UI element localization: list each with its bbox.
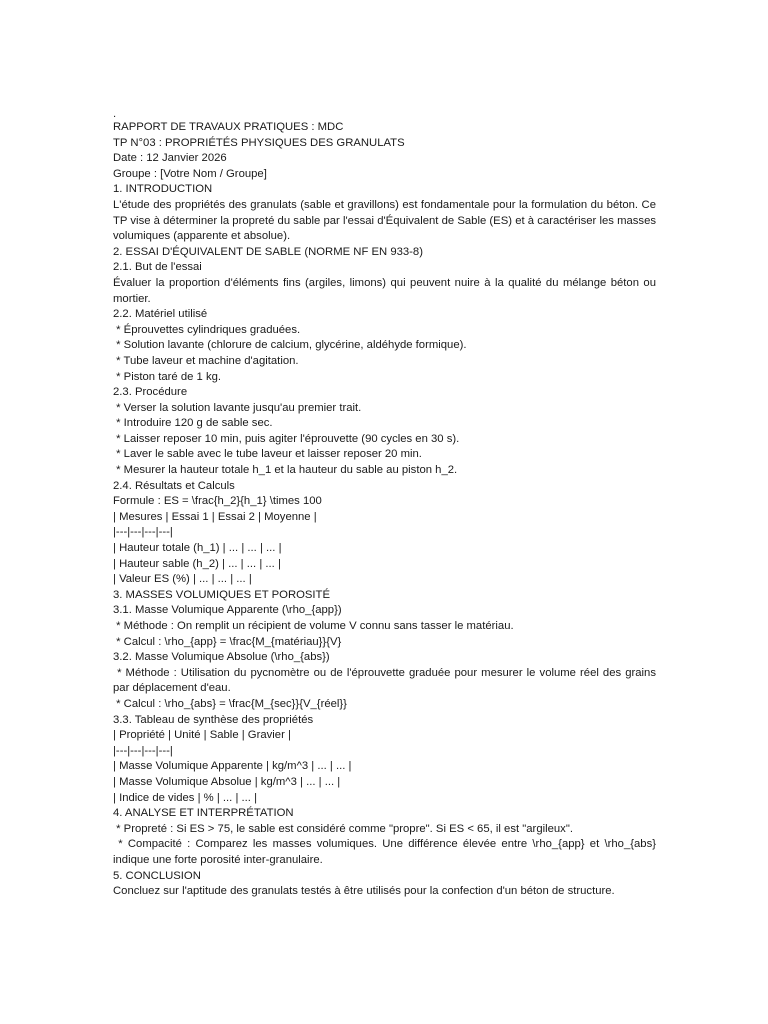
text-line: 2.3. Procédure [113, 386, 188, 399]
text-line: 5. CONCLUSION [113, 869, 201, 882]
document-body [113, 108, 660, 900]
text-line: | Hauteur totale (h_1) | ... | ... | ... | [113, 542, 282, 555]
text-line: 3.3. Tableau de synthèse des propriétés [113, 713, 314, 726]
text-line: RAPPORT DE TRAVAUX PRATIQUES : MDC [113, 121, 344, 133]
text-line: 3.1. Masse Volumique Apparente (\rho_{app}) [113, 604, 342, 617]
text-line: * Éprouvettes cylindriques graduées. [113, 323, 301, 336]
paragraph: L'étude des propriétés des granulats (sable et gravillons) est fondamentale pour la formulation du béton. Ce TP vise à déterminer la propreté du sable par l'essai d'Équivalent de Sable (ES) et à caractériser les masses volumiques (apparente et absolue). [113, 198, 656, 243]
text-line: | Masse Volumique Absolue | kg/m^3 | ... | ... | [113, 775, 341, 788]
text-line: | Masse Volumique Apparente | kg/m^3 | ... | ... | [113, 760, 352, 773]
text-line: * Laver le sable avec le tube laveur et laisser reposer 20 min. [113, 448, 422, 461]
text-line: Concluez sur l'aptitude des granulats testés à être utilisés pour la confection d'un béton de structure. [113, 885, 615, 898]
text-line: * Tube laveur et machine d'agitation. [113, 354, 299, 367]
text-line: |---|---|---|---| [113, 744, 173, 757]
paragraph: * Méthode : Utilisation du pycnomètre ou de l'éprouvette graduée pour mesurer le volume réel des grains par déplacement d'eau. [113, 666, 660, 695]
text-line: * Solution lavante (chlorure de calcium, glycérine, aldéhyde formique). [113, 339, 467, 352]
text-line: 2.1. But de l'essai [113, 261, 202, 274]
text-line: * Calcul : \rho_{abs} = \frac{M_{sec}}{V_{réel}} [113, 697, 347, 710]
text-line: | Mesures | Essai 1 | Essai 2 | Moyenne | [113, 510, 317, 523]
text-line: | Indice de vides | % | ... | ... | [113, 791, 258, 804]
text-line: Formule : ES = \frac{h_2}{h_1} \times 100 [113, 495, 322, 508]
text-line: * Introduire 120 g de sable sec. [113, 417, 273, 430]
text-line: 3. MASSES VOLUMIQUES ET POROSITÉ [113, 588, 330, 601]
text-line: 3.2. Masse Volumique Absolue (\rho_{abs}) [113, 651, 330, 664]
text-line: | Propriété | Unité | Sable | Gravier | [113, 729, 291, 742]
text-line: * Verser la solution lavante jusqu'au premier trait. [113, 401, 362, 414]
text-line: * Calcul : \rho_{app} = \frac{M_{matériau}}{V} [113, 635, 342, 648]
text-line: * Laisser reposer 10 min, puis agiter l'éprouvette (90 cycles en 30 s). [113, 432, 460, 445]
text-line: * Propreté : Si ES > 75, le sable est considéré comme "propre". Si ES < 65, il est "argileux". [113, 822, 573, 835]
text-line: * Méthode : On remplit un récipient de volume V connu sans tasser le matériau. [113, 620, 514, 632]
text-line: 2. ESSAI D'ÉQUIVALENT DE SABLE (NORME NF EN 933-8) [113, 245, 423, 258]
paragraph: Évaluer la proportion d'éléments fins (argiles, limons) qui peuvent nuire à la qualité du mélange béton ou mortier. [113, 276, 656, 305]
paragraph: * Compacité : Comparez les masses volumiques. Une différence élevée entre \rho_{app} et \rho_{abs} indique une forte porosité inter-granulaire. [113, 838, 660, 866]
text-line: 4. ANALYSE ET INTERPRÉTATION [113, 807, 294, 820]
text-line: 2.4. Résultats et Calculs [113, 479, 235, 492]
text-line: | Hauteur sable (h_2) | ... | ... | ... | [113, 557, 281, 570]
text-line: Date : 12 Janvier 2026 [113, 152, 227, 165]
text-line: TP N°03 : PROPRIÉTÉS PHYSIQUES DES GRANULATS [113, 136, 405, 149]
text-line: * Piston taré de 1 kg. [113, 370, 222, 383]
text-line: 1. INTRODUCTION [113, 183, 213, 196]
leading-dot: . [113, 108, 117, 120]
text-line: | Valeur ES (%) | ... | ... | ... | [113, 573, 252, 586]
text-line: * Mesurer la hauteur totale h_1 et la hauteur du sable au piston h_2. [113, 464, 458, 477]
text-line: |---|---|---|---| [113, 526, 173, 539]
text-line: Groupe : [Votre Nom / Groupe] [113, 167, 267, 180]
text-line: 2.2. Matériel utilisé [113, 308, 208, 321]
